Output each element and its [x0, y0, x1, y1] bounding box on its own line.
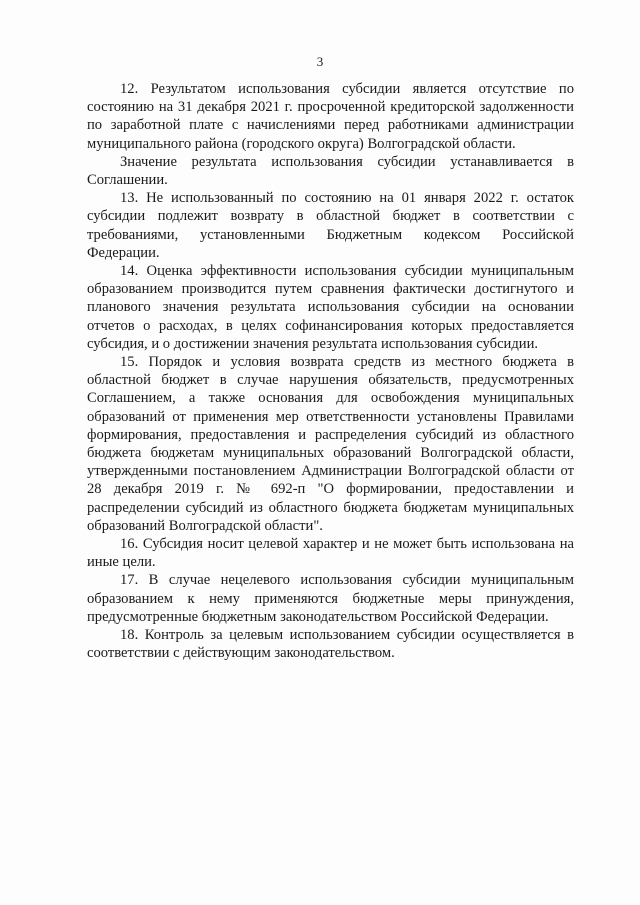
paragraph-result-value: Значение результата использования субсидии устанавливается в Соглашении.: [87, 153, 574, 189]
document-body: [87, 80, 574, 663]
paragraph-15: 15. Порядок и условия возврата средств из местного бюджета в областной бюджет в случае нарушения обязательств, предусмотренных Соглашением, а также основания для освобождения муниципальных образований от применения мер ответственности установлены Правилами формирования, предоставления и распределения субсидий из областного бюджета бюджетам муниципальных образований Волгоградской области, утвержденными постановлением Администрации Волгоградской области от 28 декабря 2019 г. № 692-п "О формировании, предоставлении и распределении субсидий из областного бюджета бюджетам муниципальных образований Волгоградской области".: [87, 354, 574, 534]
page-number: 3: [316, 54, 324, 69]
paragraph-12: 12. Результатом использования субсидии является отсутствие по состоянию на 31 декабря 2021 г. просроченной кредиторской задолженности по заработной плате с начислениями перед работниками администрации муниципального района (городского округа) Волгоградской области.: [87, 81, 574, 152]
paragraph-17: 17. В случае нецелевого использования субсидии муниципальным образованием к нему применяются бюджетные меры принуждения, предусмотренные бюджетным законодательством Российской Федерации.: [87, 572, 574, 625]
paragraph-18: 18. Контроль за целевым использованием субсидии осуществляется в соответствии с действующим законодательством.: [87, 627, 574, 662]
paragraph-14: 14. Оценка эффективности использования субсидии муниципальным образованием производится путем сравнения фактически достигнутого и планового значения результата использования субсидии на основании отчетов о расходах, в целях софинансирования которых предоставляется субсидия, и о достижении значения результата использования субсидии.: [87, 263, 574, 352]
paragraph-16: 16. Субсидия носит целевой характер и не может быть использована на иные цели.: [87, 536, 574, 571]
paragraph-13: 13. Не использованный по состоянию на 01 января 2022 г. остаток субсидии подлежит возврату в областной бюджет в соответствии с требованиями, установленными Бюджетным кодексом Российской Федерации.: [87, 190, 574, 261]
